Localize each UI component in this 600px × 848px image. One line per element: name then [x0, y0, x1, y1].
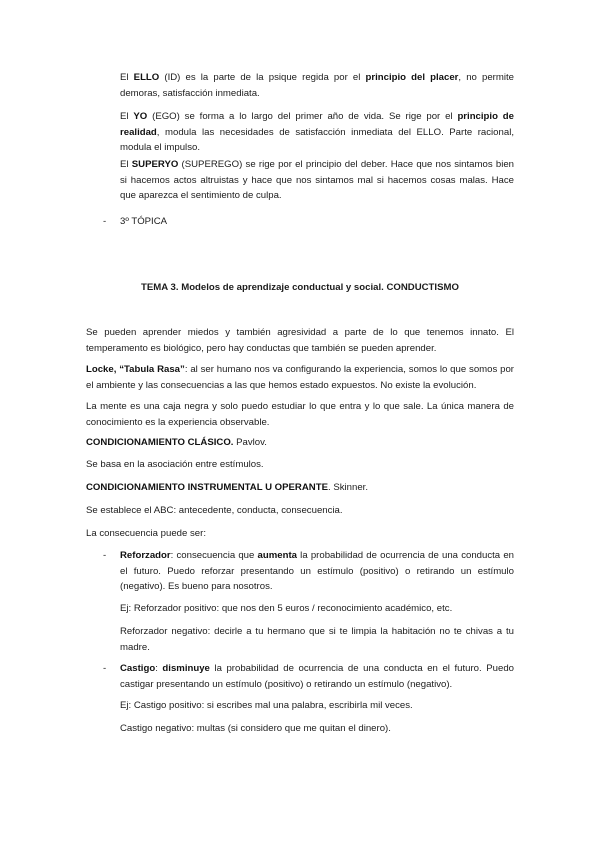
instrumental-term: CONDICIONAMIENTO INSTRUMENTAL U OPERANTE [86, 482, 328, 493]
principio-placer-term: principio del placer [365, 72, 459, 83]
text-run: la probabilidad de ocurrencia de una conducta en el futuro. Puedo castigar presentando un estímulo (positivo) o retirando un estímulo (negativo). [120, 663, 514, 690]
ello-term: ELLO [133, 72, 160, 83]
reforzador-term: Reforzador [120, 550, 171, 561]
castigo-term: Castigo [120, 663, 156, 674]
yo-term: YO [133, 111, 148, 122]
reforzador-item [120, 548, 514, 595]
ej-reforzador-positivo: Ej: Reforzador positivo: que nos den 5 euros / reconocimiento académico, etc. [120, 603, 453, 614]
clasico-paragraph [86, 435, 514, 451]
text-run: Pavlov. [233, 437, 267, 448]
text-run: (EGO) se forma a lo largo del primer año de vida. Se rige por el [147, 111, 458, 122]
text-run: El [120, 159, 132, 170]
text-run: , no permite demoras, satisfacción inmediata. [120, 72, 515, 99]
text-run: . Skinner. [327, 482, 368, 493]
text-run: : al ser humano nos va configurando la experiencia, somos lo que somos por el ambiente y las consecuencias a las que hemos estado expuestos. No existe la evolución. [86, 364, 514, 391]
text-run: (SUPEREGO) se rige por el principio del deber. Hace que nos sintamos bien si hacemos actos altruistas y hace que nos sintamos mal si hacemos cosas malas. Hace que aparezca el sentimiento de culpa. [120, 159, 514, 202]
ej-castigo-positivo: Ej: Castigo positivo: si escribes mal una palabra, escribirla mil veces. [120, 700, 413, 711]
locke-term: Locke, “Tabula Rasa” [86, 364, 185, 375]
abc-paragraph: Se establece el ABC: antecedente, conducta, consecuencia. [86, 505, 343, 516]
text-run: : consecuencia que [170, 550, 258, 561]
asociacion-paragraph: Se basa en la asociación entre estímulos. [86, 459, 264, 470]
aumenta-term: aumenta [257, 550, 297, 561]
ello-paragraph [120, 70, 514, 101]
topica-item: 3º TÓPICA [120, 216, 168, 227]
disminuye-term: disminuye [162, 663, 210, 674]
bullet-dash: - [103, 550, 107, 561]
consecuencia-paragraph: La consecuencia puede ser: [86, 528, 207, 539]
instrumental-paragraph [86, 480, 514, 496]
castigo-negativo: Castigo negativo: multas (si considero que me quitan el dinero). [120, 723, 391, 734]
text-run: : [155, 663, 163, 674]
bullet-dash: - [103, 663, 107, 674]
miedos-paragraph: Se pueden aprender miedos y también agresividad a parte de lo que tenemos innato. El temperamento es biológico, pero hay conductas que también se pueden aprender. [86, 327, 514, 354]
text-run: El [120, 111, 134, 122]
text-run: El [120, 72, 134, 83]
text-run: (ID) es la parte de la psique regida por el [159, 72, 366, 83]
text-run: la probabilidad de ocurrencia de una conducta en el futuro. Puedo reforzar presentando un estímulo (positivo) o retirando un estímulo (negativo). Es bueno para nosotros. [120, 550, 514, 593]
bullet-dash: - [103, 216, 107, 227]
superyo-paragraph [120, 157, 514, 204]
locke-paragraph [86, 362, 514, 393]
yo-paragraph [120, 109, 514, 156]
reforzador-negativo: Reforzador negativo: decirle a tu hermano que si te limpia la habitación no te chivas a tu madre. [120, 626, 514, 653]
castigo-item [120, 661, 514, 692]
superyo-term: SUPERYO [131, 159, 179, 170]
clasico-term: CONDICIONAMIENTO CLÁSICO. [86, 437, 234, 448]
tema-title: TEMA 3. Modelos de aprendizaje conductual y social. CONDUCTISMO [141, 282, 459, 293]
text-run: , modula las necesidades de satisfacción inmediata del ELLO. Parte racional, modula el impulso. [120, 126, 514, 154]
mente-paragraph: La mente es una caja negra y solo puedo estudiar lo que entra y lo que sale. La única manera de conocimiento es la experiencia observable. [86, 401, 514, 428]
principio-realidad-term: principio de realidad [120, 111, 514, 138]
